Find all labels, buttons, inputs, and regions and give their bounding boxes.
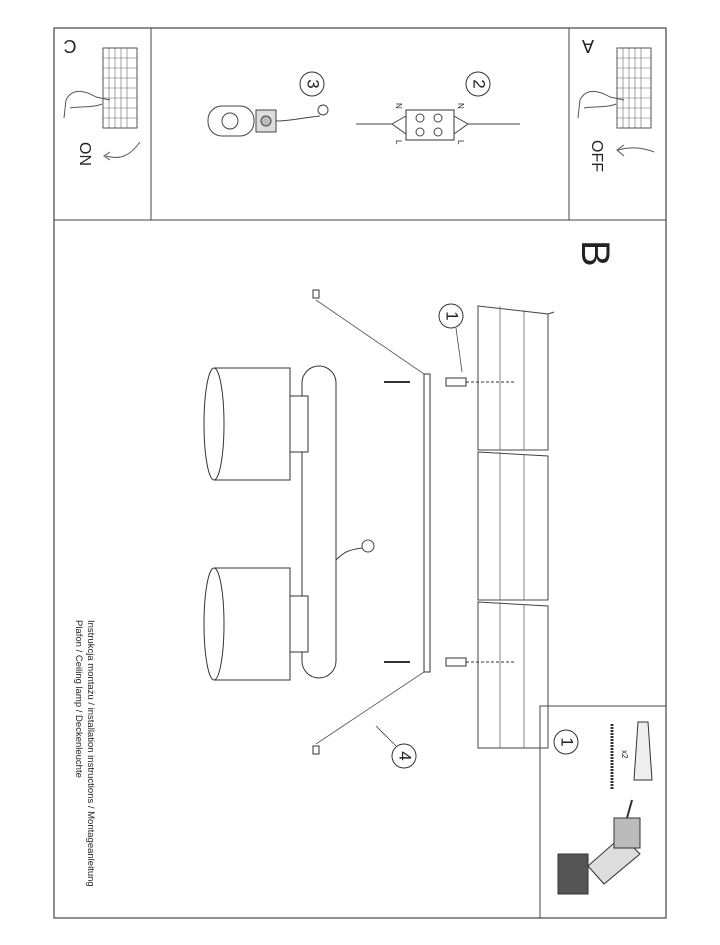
ceiling: [478, 306, 554, 748]
outer-frame: [54, 28, 666, 918]
screw-dowel-bottom: [384, 658, 514, 666]
connector-l-left: L: [394, 140, 403, 145]
connector-n-left: N: [394, 103, 403, 109]
ground-symbol-icon: [362, 540, 374, 552]
end-cap-bottom: [313, 746, 319, 754]
panel-a-letter: A: [581, 36, 595, 56]
caption-line-1: Instrukcja montażu / installation instructions / Montageanleitung: [85, 620, 96, 887]
arrow-icon: [106, 142, 140, 157]
step-3-ground-terminal: [208, 72, 328, 136]
step-2-connector: [356, 72, 520, 145]
panel-tools: [540, 706, 666, 918]
wall-plug-icon: [634, 722, 652, 780]
step-1-number: 1: [442, 311, 462, 321]
lamp-shade-1: [204, 368, 308, 480]
step-2-number: 2: [469, 79, 489, 89]
step-4-number: 4: [395, 751, 415, 761]
drill-icon: [558, 800, 640, 894]
ground-symbol-icon: [318, 105, 328, 115]
mounting-bracket: [424, 374, 430, 672]
panel-c-label: ON: [76, 142, 93, 166]
panel-c-letter: C: [63, 36, 77, 56]
caption: [72, 620, 96, 887]
fuse-box-icon: [103, 48, 137, 128]
fuse-box-icon: [617, 48, 651, 128]
panel-a-label: OFF: [588, 140, 605, 172]
lamp-shade-2: [204, 568, 308, 680]
tool-step-number: 1: [557, 737, 577, 747]
end-cap-top: [313, 290, 319, 298]
connector-l-right: L: [456, 140, 465, 145]
connector-n-right: N: [456, 103, 465, 109]
panel-c: [54, 28, 151, 220]
panel-b-letter: B: [573, 240, 617, 267]
quantity-label: x2: [620, 750, 629, 759]
connector-block-icon: [406, 110, 454, 140]
step-3-number: 3: [303, 79, 323, 89]
panel-a: [569, 28, 666, 220]
arrow-icon: [618, 148, 654, 152]
caption-line-2: Plafon / Ceiling lamp / Deckenleuchte: [73, 620, 84, 778]
screw-dowel-top: [384, 378, 514, 386]
